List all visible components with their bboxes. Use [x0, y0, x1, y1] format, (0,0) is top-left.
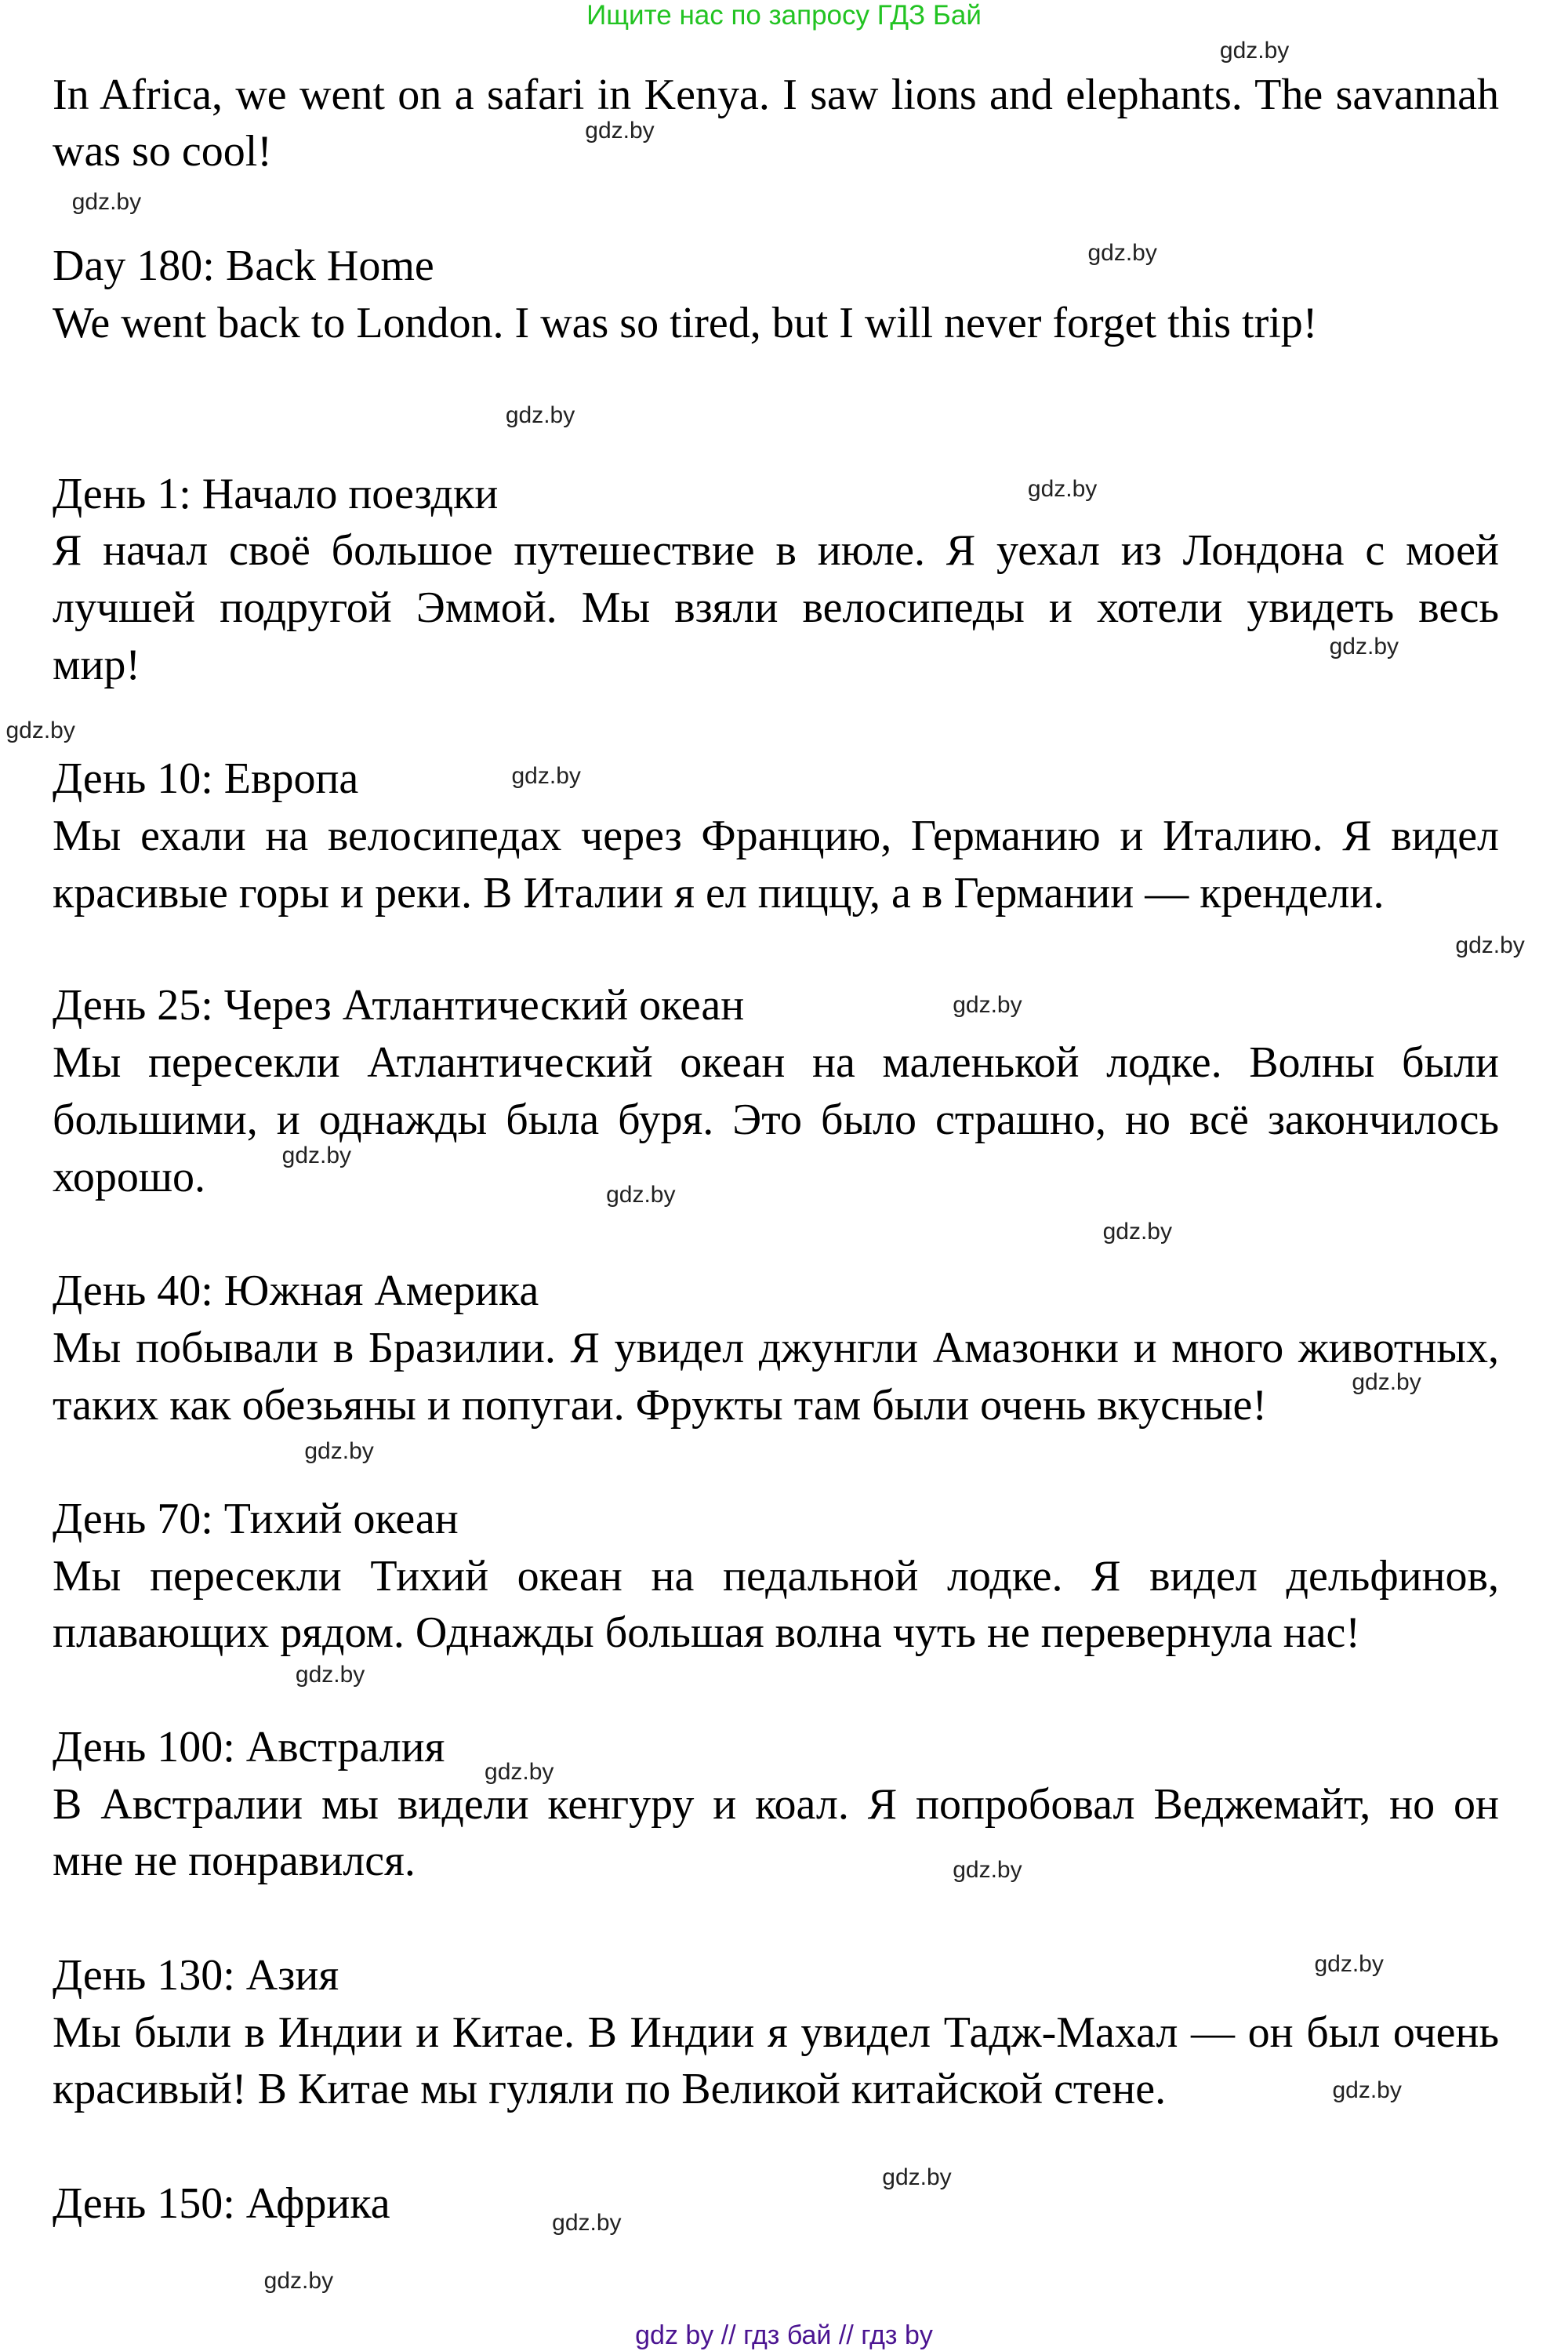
watermark-label: gdz.by	[953, 992, 1022, 1019]
entry-text-line: Мы побывали в Бразилии. Я увидел джунгли Амазонки и много животных,	[53, 1323, 1499, 1372]
entry-text-line: Мы пересекли Атлантический океан на маленькой лодке. Волны были	[53, 1038, 1499, 1088]
watermark-label: gdz.by	[485, 1759, 554, 1786]
entry-text-line: красивый! В Китае мы гуляли по Великой китайской стене.	[53, 2065, 1167, 2114]
entry-text-line: We went back to London. I was so tired, but I will never forget this trip!	[53, 298, 1318, 347]
watermark-label: gdz.by	[1332, 2077, 1402, 2104]
watermark-label: gdz.by	[1102, 1219, 1172, 1245]
entry-heading: День 100: Австралия	[53, 1722, 445, 1771]
entry-heading: День 150: Африка	[53, 2178, 390, 2228]
entry-text-line: In Africa, we went on a safari in Kenya. I saw lions and elephants. The savannah	[53, 70, 1499, 119]
watermark-label: gdz.by	[5, 718, 75, 744]
entry-heading: День 40: Южная Америка	[53, 1266, 539, 1316]
entry-text-line: мне не понравился.	[53, 1837, 416, 1886]
watermark-label: gdz.by	[505, 402, 575, 429]
watermark-label: gdz.by	[281, 1142, 352, 1168]
entry-text-line: красивые горы и реки. В Италии я ел пиццу, а в Германии — крендели.	[53, 868, 1385, 918]
search-banner: Ищите нас по запросу ГДЗ Бай	[586, 0, 982, 31]
entry-text-line: плавающих рядом. Однажды большая волна чуть не перевернула нас!	[53, 1608, 1361, 1658]
watermark-label: gdz.by	[953, 1856, 1022, 1883]
entry-text-line: Мы ехали на велосипедах через Францию, Германию и Италию. Я видел	[53, 812, 1499, 861]
watermark-label: gdz.by	[1027, 475, 1098, 502]
watermark-label: gdz.by	[1314, 1951, 1384, 1978]
watermark-label: gdz.by	[295, 1662, 365, 1688]
watermark-label: gdz.by	[71, 189, 142, 216]
watermark-label: gdz.by	[606, 1181, 676, 1208]
watermark-label: gdz.by	[263, 2268, 334, 2295]
entry-text-line: was so cool!	[53, 127, 272, 176]
entry-heading: День 70: Тихий океан	[53, 1494, 459, 1543]
entry-text-line: В Австралии мы видели кенгуру и коал. Я попробовал Веджемайт, но он	[53, 1779, 1499, 1829]
entry-text-line: Мы были в Индии и Китае. В Индии я увидел Тадж-Махал — он был очень	[53, 2008, 1499, 2057]
watermark-label: gdz.by	[511, 762, 581, 789]
watermark-label: gdz.by	[1087, 240, 1157, 267]
footer-links[interactable]: gdz by // гдз бай // гдз by	[635, 2320, 933, 2350]
entry-heading: День 10: Европа	[53, 754, 359, 804]
entry-text-line: большими, и однажды была буря. Это было страшно, но всё закончилось	[53, 1095, 1499, 1144]
watermark-label: gdz.by	[585, 117, 655, 144]
watermark-label: gdz.by	[304, 1437, 374, 1464]
entry-heading: День 1: Начало поездки	[53, 469, 499, 518]
entry-text-line: Я начал своё большое путешествие в июле. Я уехал из Лондона с моей	[53, 526, 1499, 576]
entry-heading: День 130: Азия	[53, 1950, 339, 2000]
entry-text-line: Мы пересекли Тихий океан на педальной лодке. Я видел дельфинов,	[53, 1551, 1499, 1601]
entry-heading: День 25: Через Атлантический океан	[53, 981, 745, 1030]
watermark-label: gdz.by	[1219, 38, 1290, 64]
entry-text-line: лучшей подругой Эммой. Мы взяли велосипеды и хотели увидеть весь	[53, 583, 1499, 633]
watermark-label: gdz.by	[882, 2164, 952, 2191]
watermark-label: gdz.by	[1329, 633, 1399, 660]
entry-text-line: хорошо.	[53, 1152, 205, 1201]
watermark-label: gdz.by	[552, 2209, 622, 2236]
watermark-label: gdz.by	[1455, 932, 1525, 958]
entry-text-line: мир!	[53, 640, 141, 689]
entry-heading: Day 180: Back Home	[53, 241, 434, 290]
watermark-label: gdz.by	[1352, 1368, 1421, 1395]
entry-text-line: таких как обезьяны и попугаи. Фрукты там были очень вкусные!	[53, 1380, 1268, 1430]
